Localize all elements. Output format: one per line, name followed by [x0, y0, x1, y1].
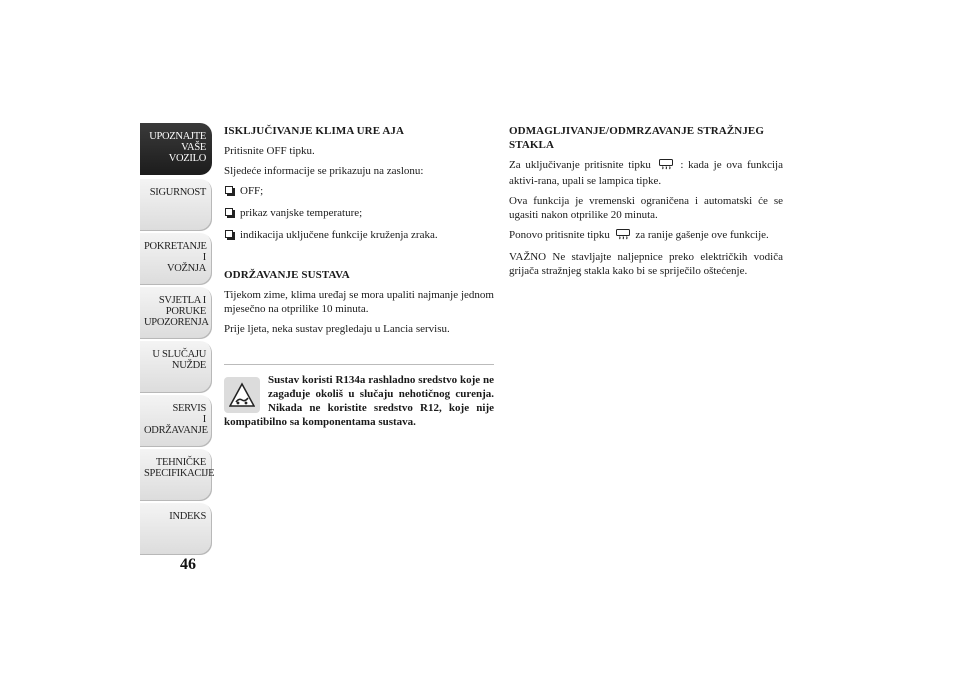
- paragraph: [509, 228, 783, 244]
- environment-warning-icon: [224, 377, 260, 413]
- list-item-text: OFF;: [240, 185, 264, 197]
- list-item: [224, 206, 494, 220]
- left-column: [224, 124, 494, 429]
- tab-sigurnost[interactable]: SIGURNOST: [140, 179, 212, 231]
- paragraph: Pritisnite OFF tipku.: [224, 145, 315, 157]
- divider: [224, 364, 494, 365]
- list-item: [224, 184, 494, 198]
- section-heading-odrzavanje: ODRŽAVANJE SUSTAVA: [224, 269, 350, 281]
- paragraph-text: Ponovo pritisnite tipku: [509, 229, 610, 241]
- bullet-list: [224, 184, 494, 242]
- paragraph: Sljedeće informacije se prikazuju na zaslonu:: [224, 165, 424, 177]
- paragraph: VAŽNO Ne stavljajte naljepnice preko električkih vodiča grijača stražnjeg stakla kako bi se spriječilo oštećenje.: [509, 251, 783, 277]
- tab-servis-i-odrzavanje[interactable]: SERVIS I ODRŽAVANJE: [140, 395, 212, 447]
- checkbox-bullet-icon: [225, 208, 233, 216]
- section-heading-iskljucivanje: ISKLJUČIVANJE KLIMA URE AJA: [224, 125, 405, 137]
- rear-defrost-icon: [616, 229, 630, 244]
- tab-u-slucaju-nuzde[interactable]: U SLUČAJU NUŽDE: [140, 341, 212, 393]
- chapter-sidebar: [140, 123, 215, 553]
- list-item-text: indikacija uključene funkcije kruženja zraka.: [240, 229, 438, 241]
- tab-indeks[interactable]: INDEKS: [140, 503, 212, 555]
- paragraph-text: : kada je ova funkcija aktivi-rana, upali se lampica tipke.: [509, 159, 783, 187]
- paragraph: Prije ljeta, neka sustav pregledaju u Lancia servisu.: [224, 323, 450, 335]
- paragraph: Tijekom zime, klima uređaj se mora upaliti najmanje jednom mjesečno na otprilike 10 minuta.: [224, 289, 494, 315]
- rear-defrost-icon: [659, 159, 673, 174]
- checkbox-bullet-icon: [225, 230, 233, 238]
- warning-text: Sustav koristi R134a rashladno sredstvo koje ne zagađuje okoliš u slučaju nehotičnog curenja. Nikada ne koristite sredstvo R12, koje nije kompatibilno sa komponentama sustava.: [224, 374, 494, 428]
- list-item-text: prikaz vanjske temperature;: [240, 207, 363, 219]
- tab-svjetla-i-poruke[interactable]: SVJETLA I PORUKE UPOZORENJA: [140, 287, 212, 339]
- checkbox-bullet-icon: [225, 186, 233, 194]
- paragraph: [509, 158, 783, 188]
- paragraph: Ova funkcija je vremenski ograničena i automatski će se ugasiti nakon otprilike 20 minuta.: [509, 195, 783, 221]
- page-number: 46: [180, 556, 196, 573]
- tab-tehnicke-specifikacije[interactable]: TEHNIČKE SPECIFIKACIJE: [140, 449, 212, 501]
- list-item: [224, 228, 494, 242]
- tab-upoznajte-vase-vozilo[interactable]: UPOZNAJTE VAŠE VOZILO: [140, 123, 212, 175]
- tab-pokretanje-i-voznja[interactable]: POKRETANJE I VOŽNJA: [140, 233, 212, 285]
- section-heading-odmagljivanje: ODMAGLJIVANJE/ODMRZAVANJE STRAŽNJEG STAKLA: [509, 125, 765, 151]
- warning-note: [224, 373, 494, 429]
- paragraph-text: za ranije gašenje ove funkcije.: [635, 229, 769, 241]
- right-column: [509, 124, 783, 284]
- paragraph-text: Za uključivanje pritisnite tipku: [509, 159, 651, 171]
